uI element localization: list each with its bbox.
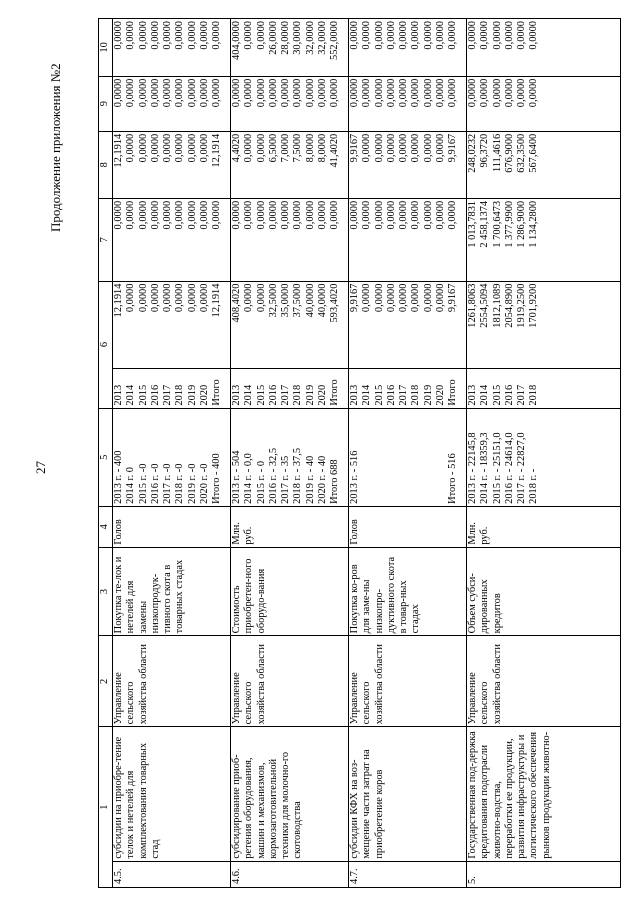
value-line: 0,0000: [149, 78, 161, 108]
value-column-cell: [349, 369, 467, 409]
value-line: 0,0000: [199, 200, 211, 230]
value-line: 2015: [373, 384, 385, 406]
value-line: 0,0000: [125, 133, 137, 163]
value-line: 7,0000: [280, 133, 292, 163]
value-line: 2016: [267, 384, 279, 406]
value-column-cell: [113, 131, 231, 198]
value-line: 0,0000: [149, 133, 161, 163]
row-number-cell: 4.5.: [113, 861, 231, 887]
value-line: 9,9167: [447, 133, 459, 163]
value-line: 0,0000: [174, 283, 186, 313]
value-line: 2015 г. -0: [137, 463, 149, 504]
value-line: 676,9000: [503, 133, 515, 173]
value-line: 0,0000: [349, 21, 360, 50]
value-line: 0,0000: [267, 200, 279, 230]
header-row: [99, 19, 113, 888]
value-line: 2018: [528, 384, 540, 406]
value-line: 0,0000: [162, 21, 174, 50]
value-line: 0,0000: [174, 78, 186, 108]
value-line: 2020 г. -0: [199, 463, 211, 504]
value-column-cell: [231, 131, 349, 198]
value-line: 32,5000: [267, 283, 279, 318]
value-line: 2019 г. -0: [186, 463, 198, 504]
header-cell: 1: [99, 727, 113, 888]
value-line: 0,0000: [255, 133, 267, 163]
value-line: 0,0000: [280, 78, 292, 108]
value-line: 9,9167: [447, 283, 459, 313]
value-line: 0,0000: [113, 21, 124, 50]
value-line: 2019: [186, 384, 198, 406]
program-table: [98, 18, 621, 888]
value-line: 0,0000: [467, 78, 478, 108]
value-line: 0,0000: [199, 78, 211, 108]
value-line: 0,0000: [137, 78, 149, 108]
value-line: 2017 г. - 35: [280, 455, 292, 504]
value-column-cell: [113, 281, 231, 369]
executor-cell: Управление сельского хозяйства области: [231, 636, 349, 727]
value-line: 0,0000: [304, 78, 316, 108]
value-line: 0,0000: [422, 200, 434, 230]
value-line: 0,0000: [491, 21, 503, 50]
value-line: 0,0000: [422, 283, 434, 313]
value-line: 2013 г. - 22145,8: [467, 432, 478, 504]
value-line: 0,0000: [398, 78, 410, 108]
value-line: 2018: [410, 384, 422, 406]
value-line: 0,0000: [398, 200, 410, 230]
value-line: 0,0000: [137, 283, 149, 313]
measure-name-cell: субсидирование приоб-ретения оборудования, машин и механизмов, кормозаготовительной техники для молочно-го скотоводства: [231, 727, 349, 861]
table-row: [113, 19, 231, 888]
value-line: 0,0000: [435, 21, 447, 50]
value-line: 0,0000: [516, 78, 528, 108]
value-line: 0,0000: [349, 200, 360, 230]
row-number-cell: 5.: [467, 861, 621, 887]
value-line: 0,0000: [243, 133, 255, 163]
value-line: 0,0000: [186, 133, 198, 163]
value-line: 2017: [280, 384, 292, 406]
value-line: 0,0000: [174, 133, 186, 163]
value-line: 2020 г. - 40: [317, 455, 329, 504]
value-line: [398, 411, 410, 504]
value-line: 28,0000: [280, 21, 292, 55]
value-line: 1 377,9900: [503, 200, 515, 248]
value-line: 0,0000: [385, 78, 397, 108]
value-line: 0,0000: [422, 133, 434, 163]
value-line: 2014 г. - 18359,3: [479, 432, 491, 504]
value-line: 0,0000: [186, 21, 198, 50]
value-line: 1 134,2800: [528, 200, 540, 248]
value-line: 0,0000: [174, 21, 186, 50]
value-line: 0,0000: [373, 133, 385, 163]
value-line: 0,0000: [243, 200, 255, 230]
value-line: 0,0000: [162, 78, 174, 108]
value-line: 408,4020: [231, 283, 242, 323]
value-line: 0,0000: [292, 78, 304, 108]
value-line: 2017: [162, 384, 174, 406]
value-line: [410, 411, 422, 504]
header-cell: 9: [99, 76, 113, 131]
value-line: 0,0000: [231, 78, 242, 108]
value-column-cell: [349, 198, 467, 281]
value-line: 9,9167: [349, 133, 360, 163]
value-line: 0,0000: [255, 283, 267, 313]
value-line: 40,0000: [317, 283, 329, 318]
value-line: 0,0000: [199, 283, 211, 313]
value-line: 248,0232: [467, 133, 478, 173]
value-line: 0,0000: [491, 78, 503, 108]
value-line: 0,0000: [243, 283, 255, 313]
value-line: 0,0000: [125, 21, 137, 50]
value-line: 0,0000: [435, 200, 447, 230]
executor-cell: Управление сельского хозяйства области: [467, 636, 621, 727]
value-line: 2018: [292, 384, 304, 406]
indicator-cell: Покупка те-лок и нетелей для замены низкопродук-тивного скота в товарных стадах: [113, 547, 231, 636]
value-column-cell: [467, 131, 621, 198]
value-line: 2013: [231, 384, 242, 406]
value-line: [386, 411, 398, 504]
value-line: 1 286,9000: [516, 200, 528, 248]
value-column-cell: [349, 408, 467, 506]
value-line: 0,0000: [125, 78, 137, 108]
value-line: 0,0000: [479, 78, 491, 108]
header-cell: 4: [99, 506, 113, 547]
executor-cell: Управление сельского хозяйства области: [113, 636, 231, 727]
value-line: [435, 411, 447, 504]
value-column-cell: [467, 281, 621, 369]
value-line: 567,6400: [528, 133, 540, 173]
value-line: 32,0000: [304, 21, 316, 55]
value-line: 1 700,6473: [491, 200, 503, 248]
measure-name-cell: субсидии КФХ на воз-мещение части затрат на приобретение коров: [349, 727, 467, 861]
indicator-cell: Объем субси-дированных кредитов: [467, 547, 621, 636]
unit-cell: Голов: [349, 506, 467, 547]
value-line: [423, 411, 435, 504]
value-line: 111,4616: [491, 133, 503, 172]
value-line: 0,0000: [410, 133, 422, 163]
value-column-cell: [349, 281, 467, 369]
value-column-cell: [467, 19, 621, 77]
value-column-cell: [467, 198, 621, 281]
value-line: 0,0000: [329, 78, 341, 108]
value-line: 0,0000: [186, 78, 198, 108]
value-line: 40,0000: [304, 283, 316, 318]
value-line: Итого: [447, 379, 459, 406]
value-line: 0,0000: [243, 78, 255, 108]
value-column-cell: [231, 19, 349, 77]
value-line: 0,0000: [199, 21, 211, 50]
page-number: 27: [33, 461, 48, 474]
value-line: 96,3720: [479, 133, 491, 168]
value-line: 0,0000: [292, 200, 304, 230]
value-line: 0,0000: [503, 21, 515, 50]
value-line: 404,0000: [231, 21, 242, 60]
measure-name-cell: Государственная под-держка кредитования подотрасли животно-водства, переработки ее продукции, развития инфраструктуры и логистического обеспечения рынков продукции животно-: [467, 727, 621, 861]
value-line: 2020: [435, 384, 447, 406]
value-line: [374, 411, 386, 504]
value-line: 2016 г. - 24614,0: [503, 432, 515, 504]
executor-cell: Управление сельского хозяйства области: [349, 636, 467, 727]
value-line: 2013 г. - 504: [231, 450, 242, 504]
value-line: 2016: [385, 384, 397, 406]
value-line: Итого - 516: [447, 453, 459, 504]
value-line: 0,0000: [361, 78, 373, 108]
value-line: 2019 г. - 40: [304, 455, 316, 504]
value-line: 0,0000: [385, 133, 397, 163]
value-line: 2017 г. -0: [162, 463, 174, 504]
value-line: 0,0000: [162, 200, 174, 230]
value-line: 0,0000: [516, 21, 528, 50]
value-column-cell: [231, 369, 349, 409]
value-line: 0,0000: [174, 200, 186, 230]
value-line: Итого: [329, 379, 341, 406]
row-number-cell: 4.6.: [231, 861, 349, 887]
value-line: 2019: [422, 384, 434, 406]
value-line: 0,0000: [398, 133, 410, 163]
value-line: 2018 г. -0: [174, 463, 186, 504]
value-line: 0,0000: [435, 283, 447, 313]
value-line: 0,0000: [385, 283, 397, 313]
value-line: 0,0000: [373, 78, 385, 108]
table-row: [467, 19, 621, 888]
value-line: 2016: [503, 384, 515, 406]
value-line: 0,0000: [255, 200, 267, 230]
value-line: 0,0000: [410, 78, 422, 108]
value-line: 0,0000: [435, 78, 447, 108]
value-line: 26,0000: [267, 21, 279, 55]
value-line: 0,0000: [361, 283, 373, 313]
value-line: 0,0000: [361, 21, 373, 50]
value-line: 0,0000: [149, 283, 161, 313]
value-line: 0,0000: [125, 200, 137, 230]
value-line: 2013: [349, 384, 360, 406]
value-line: 2017: [398, 384, 410, 406]
value-column-cell: [113, 408, 231, 506]
value-line: 0,0000: [435, 133, 447, 163]
value-line: 2019: [304, 384, 316, 406]
value-line: 32,0000: [317, 21, 329, 55]
value-line: 2016: [149, 384, 161, 406]
value-line: 0,0000: [503, 78, 515, 108]
value-line: 0,0000: [304, 200, 316, 230]
value-line: 35,0000: [280, 283, 292, 318]
value-line: 0,0000: [137, 21, 149, 50]
value-line: 1261,8063: [467, 283, 478, 328]
value-line: 2015 г. - 25151,0: [491, 432, 503, 504]
value-line: 1 013,7831: [467, 200, 478, 248]
value-line: 2018 г. - 37,5: [292, 447, 304, 504]
value-line: 0,0000: [211, 21, 223, 50]
unit-cell: Голов: [113, 506, 231, 547]
value-line: 2014 г. - 0,0: [243, 453, 255, 504]
value-line: 0,0000: [211, 200, 223, 230]
value-line: 2013: [113, 384, 124, 406]
value-line: 4,4020: [231, 133, 242, 163]
value-line: 2014: [361, 384, 373, 406]
measure-name-cell: субсидии на приобре-тение телок и нетелей для комплектования товарных стад: [113, 727, 231, 861]
table-row: [231, 19, 349, 888]
value-line: 0,0000: [149, 200, 161, 230]
value-line: 0,0000: [373, 283, 385, 313]
value-line: 2013 г. - 400: [113, 450, 124, 504]
value-line: 12,1914: [211, 133, 223, 168]
value-line: 2015 г. - 0: [255, 460, 267, 504]
value-line: 0,0000: [398, 283, 410, 313]
value-line: 1919,2500: [516, 283, 528, 328]
value-line: 0,0000: [162, 133, 174, 163]
value-line: 2015: [491, 384, 503, 406]
value-line: 0,0000: [243, 21, 255, 50]
value-line: 0,0000: [137, 200, 149, 230]
value-column-cell: [349, 131, 467, 198]
value-line: 0,0000: [329, 200, 341, 230]
value-column-cell: [467, 408, 621, 506]
value-column-cell: [231, 408, 349, 506]
value-line: 2554,5094: [479, 283, 491, 328]
value-line: 2020: [317, 384, 329, 406]
header-cell: 2: [99, 636, 113, 727]
value-line: 2014: [125, 384, 137, 406]
value-line: Итого - 400: [211, 453, 223, 504]
value-line: 0,0000: [113, 78, 124, 108]
value-line: 0,0000: [149, 21, 161, 50]
value-line: 12,1914: [113, 133, 124, 168]
unit-cell: Млн. руб.: [467, 506, 621, 547]
value-line: 632,3500: [516, 133, 528, 173]
page-caption: Продолжение приложения №2: [48, 63, 63, 232]
value-line: 0,0000: [422, 78, 434, 108]
value-column-cell: [113, 198, 231, 281]
value-line: 552,0000: [329, 21, 341, 60]
value-line: 0,0000: [113, 200, 124, 230]
indicator-cell: Стоимость приобретен-ного оборудо-вания: [231, 547, 349, 636]
value-line: 0,0000: [373, 200, 385, 230]
header-cell: 8: [99, 131, 113, 198]
value-line: 0,0000: [317, 78, 329, 108]
value-line: 0,0000: [137, 133, 149, 163]
table-row: [349, 19, 467, 888]
value-column-cell: [231, 76, 349, 131]
indicator-cell: Покупка ко-ров для заме-ны низкопро-дуктивного скота в товар-ных стадах: [349, 547, 467, 636]
value-line: 2014 г. 0: [125, 467, 137, 504]
header-cell: 10: [99, 19, 113, 77]
value-line: 593,4020: [329, 283, 341, 323]
value-line: 0,0000: [410, 283, 422, 313]
header-cell: 7: [99, 198, 113, 281]
value-line: 0,0000: [528, 21, 540, 50]
value-line: 0,0000: [231, 200, 242, 230]
value-line: 0,0000: [447, 200, 459, 230]
value-line: 7,5000: [292, 133, 304, 163]
value-column-cell: [467, 369, 621, 409]
value-line: 8,0000: [317, 133, 329, 163]
value-line: 0,0000: [162, 283, 174, 313]
value-column-cell: [467, 76, 621, 131]
value-line: 2017: [516, 384, 528, 406]
value-line: 2017 г. - 22827,0: [516, 432, 528, 504]
value-line: 6,5000: [267, 133, 279, 163]
value-line: 0,0000: [280, 200, 292, 230]
value-column-cell: [113, 76, 231, 131]
value-line: 0,0000: [447, 78, 459, 108]
value-line: 0,0000: [528, 78, 540, 108]
value-line: 1812,1089: [491, 283, 503, 328]
value-line: 41,4020: [329, 133, 341, 168]
row-number-cell: 4.7.: [349, 861, 467, 887]
value-line: 2014: [243, 384, 255, 406]
value-line: 0,0000: [410, 21, 422, 50]
value-line: 0,0000: [422, 21, 434, 50]
value-line: 0,0000: [385, 21, 397, 50]
value-column-cell: [349, 19, 467, 77]
value-line: 2018: [174, 384, 186, 406]
value-line: 2016 г. -0: [149, 463, 161, 504]
value-line: 0,0000: [361, 200, 373, 230]
value-line: 2 458,1374: [479, 200, 491, 248]
value-line: 2015: [255, 384, 267, 406]
value-line: 0,0000: [186, 200, 198, 230]
value-column-cell: [231, 281, 349, 369]
value-line: 1701,9200: [528, 283, 540, 328]
value-line: 0,0000: [255, 21, 267, 50]
unit-cell: Млн. руб.: [231, 506, 349, 547]
value-line: 0,0000: [255, 78, 267, 108]
value-line: 2013: [467, 384, 478, 406]
value-line: Итого: [211, 379, 223, 406]
value-line: 0,0000: [349, 78, 360, 108]
value-line: 0,0000: [267, 78, 279, 108]
value-line: 0,0000: [447, 21, 459, 50]
value-column-cell: [113, 19, 231, 77]
value-column-cell: [231, 198, 349, 281]
header-cell: 6: [99, 281, 113, 408]
value-line: 12,1914: [113, 283, 124, 318]
header-cell: 5: [99, 408, 113, 506]
value-column-cell: [113, 369, 231, 409]
value-line: 37,5000: [292, 283, 304, 318]
value-line: 0,0000: [125, 283, 137, 313]
value-line: 0,0000: [398, 21, 410, 50]
value-line: 30,0000: [292, 21, 304, 55]
value-line: 0,0000: [410, 200, 422, 230]
header-cell: 3: [99, 547, 113, 636]
value-line: 2016 г. - 32,5: [267, 447, 279, 504]
rotated-table-container: [98, 18, 618, 888]
value-line: 2018 г. -: [528, 468, 540, 504]
value-line: 0,0000: [479, 21, 491, 50]
value-line: 0,0000: [211, 78, 223, 108]
value-line: 0,0000: [373, 21, 385, 50]
value-line: 2020: [199, 384, 211, 406]
value-line: 0,0000: [186, 283, 198, 313]
value-line: 0,0000: [199, 133, 211, 163]
value-line: 9,9167: [349, 283, 360, 313]
value-line: 0,0000: [467, 21, 478, 50]
value-line: 0,0000: [361, 133, 373, 163]
value-line: 2013 г. - 516: [349, 450, 360, 504]
value-line: 12,1914: [211, 283, 223, 318]
value-line: 2015: [137, 384, 149, 406]
value-line: 0,0000: [385, 200, 397, 230]
value-column-cell: [349, 76, 467, 131]
table-body: [113, 19, 621, 888]
value-line: 2014: [479, 384, 491, 406]
value-line: [361, 411, 373, 504]
value-line: 8,0000: [304, 133, 316, 163]
value-line: 0,0000: [317, 200, 329, 230]
value-line: Итого 688: [329, 459, 341, 504]
value-line: 2054,8900: [503, 283, 515, 328]
